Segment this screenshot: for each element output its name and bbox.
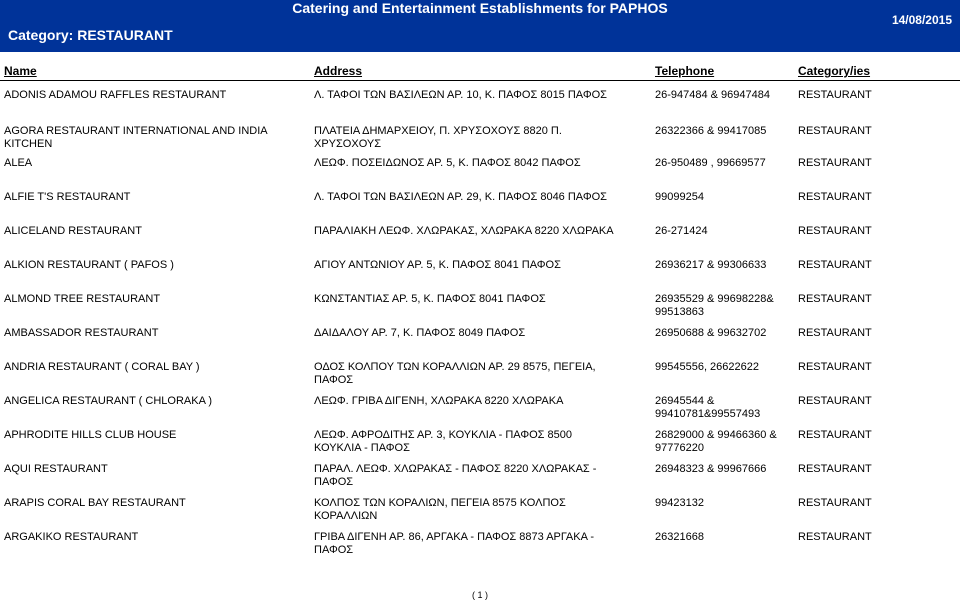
category-cell-line: RESTAURANT — [798, 361, 872, 373]
address-cell-line: ΔΑΙΔΑΛΟΥ ΑΡ. 7, Κ. ΠΑΦΟΣ 8049 ΠΑΦΟΣ — [314, 327, 526, 339]
name-cell — [4, 361, 304, 374]
telephone-cell-line: 26829000 & 99466360 & — [655, 429, 777, 441]
telephone-cell-line: 26-947484 & 96947484 — [655, 89, 770, 101]
address-cell-line: ΚΩΝΣΤΑΝΤΙΑΣ ΑΡ. 5, Κ. ΠΑΦΟΣ 8041 ΠΑΦΟΣ — [314, 293, 546, 305]
category-cell — [798, 259, 953, 272]
address-cell — [314, 463, 642, 489]
telephone-cell — [655, 293, 795, 319]
telephone-cell-line: 26935529 & 99698228& — [655, 293, 774, 305]
report-header-band — [0, 0, 960, 52]
address-cell — [314, 89, 642, 102]
page-number: ( 1 ) — [471, 590, 488, 600]
category-label: Category: RESTAURANT — [8, 27, 173, 43]
address-cell-line: ΠΑΡΑΛΙΑΚΗ ΛΕΩΦ. ΧΛΩΡΑΚΑΣ, ΧΛΩΡΑΚΑ 8220 ΧΛΩΡΑΚΑ — [314, 225, 614, 237]
name-cell-line: ALEA — [4, 157, 33, 169]
telephone-cell — [655, 157, 795, 170]
telephone-cell — [655, 191, 795, 204]
address-cell-line: Λ. ΤΑΦΟΙ ΤΩΝ ΒΑΣΙΛΕΩΝ ΑΡ. 29, Κ. ΠΑΦΟΣ 8046 ΠΑΦΟΣ — [314, 191, 607, 203]
category-cell-line: RESTAURANT — [798, 429, 872, 441]
telephone-cell-line: 26950688 & 99632702 — [655, 327, 767, 339]
name-cell — [4, 89, 304, 102]
address-cell — [314, 429, 642, 455]
address-cell — [314, 157, 642, 170]
telephone-cell-line: 26321668 — [655, 531, 704, 543]
category-cell — [798, 157, 953, 170]
name-cell — [4, 225, 304, 238]
category-cell-line: RESTAURANT — [798, 125, 872, 137]
telephone-cell — [655, 225, 795, 238]
telephone-cell-line: 97776220 — [655, 442, 704, 454]
category-cell — [798, 293, 953, 306]
category-cell-line: RESTAURANT — [798, 293, 872, 305]
name-cell — [4, 463, 304, 476]
address-cell — [314, 361, 642, 387]
address-cell-line: ΚΟΛΠΟΣ ΤΩΝ ΚΟΡΑΛΙΩΝ, ΠΕΓΕΙΑ 8575 ΚΟΛΠΟΣ — [314, 497, 566, 509]
category-cell — [798, 361, 953, 374]
category-cell — [798, 429, 953, 442]
telephone-cell-line: 26-950489 , 99669577 — [655, 157, 766, 169]
category-cell-line: RESTAURANT — [798, 327, 872, 339]
telephone-cell-line: 26945544 & — [655, 395, 715, 407]
telephone-cell — [655, 497, 795, 510]
name-cell-line: AQUI RESTAURANT — [4, 463, 108, 475]
name-cell-line: ANDRIA RESTAURANT ( CORAL BAY ) — [4, 361, 200, 373]
name-cell-line: ANGELICA RESTAURANT ( CHLORAKA ) — [4, 395, 213, 407]
name-cell-line: AMBASSADOR RESTAURANT — [4, 327, 159, 339]
category-cell-line: RESTAURANT — [798, 497, 872, 509]
address-cell — [314, 259, 642, 272]
address-cell — [314, 395, 642, 408]
address-cell-line: ΛΕΩΦ. ΓΡΙΒΑ ΔΙΓΕΝΗ, ΧΛΩΡΑΚΑ 8220 ΧΛΩΡΑΚΑ — [314, 395, 564, 407]
telephone-cell — [655, 429, 795, 455]
address-cell-line: ΚΟΥΚΛΙΑ - ΠΑΦΟΣ — [314, 442, 410, 454]
category-cell — [798, 327, 953, 340]
column-header-telephone: Telephone — [655, 64, 715, 78]
name-cell — [4, 259, 304, 272]
address-cell-line: ΛΕΩΦ. ΠΟΣΕΙΔΩΝΟΣ ΑΡ. 5, Κ. ΠΑΦΟΣ 8042 ΠΑΦΟΣ — [314, 157, 581, 169]
telephone-cell-line: 26936217 & 99306633 — [655, 259, 767, 271]
address-cell-line: ΑΓΙΟΥ ΑΝΤΩΝΙΟΥ ΑΡ. 5, Κ. ΠΑΦΟΣ 8041 ΠΑΦΟΣ — [314, 259, 561, 271]
address-cell — [314, 191, 642, 204]
name-cell — [4, 125, 304, 151]
name-cell — [4, 191, 304, 204]
telephone-cell-line: 99513863 — [655, 306, 704, 318]
telephone-cell — [655, 89, 795, 102]
telephone-cell-line: 99423132 — [655, 497, 704, 509]
category-cell — [798, 463, 953, 476]
telephone-cell — [655, 125, 795, 138]
telephone-cell-line: 99099254 — [655, 191, 704, 203]
telephone-cell — [655, 361, 795, 374]
telephone-cell — [655, 259, 795, 272]
category-cell — [798, 531, 953, 544]
column-header-address: Address — [314, 64, 363, 78]
header-divider — [0, 80, 960, 81]
address-cell-line: ΛΕΩΦ. ΑΦΡΟΔΙΤΗΣ ΑΡ. 3, ΚΟΥΚΛΙΑ - ΠΑΦΟΣ 8500 — [314, 429, 572, 441]
name-cell — [4, 497, 304, 510]
address-cell-line: ΠΛΑΤΕΙΑ ΔΗΜΑΡΧΕΙΟΥ, Π. ΧΡΥΣΟΧΟΥΣ 8820 Π. — [314, 125, 562, 137]
telephone-cell — [655, 531, 795, 544]
column-header-name: Name — [4, 64, 37, 78]
category-cell — [798, 497, 953, 510]
address-cell — [314, 125, 642, 151]
telephone-cell — [655, 463, 795, 476]
category-cell-line: RESTAURANT — [798, 463, 872, 475]
address-cell — [314, 531, 642, 557]
name-cell-line: APHRODITE HILLS CLUB HOUSE — [4, 429, 177, 441]
report-date: 14/08/2015 — [891, 13, 952, 27]
name-cell-line: KITCHEN — [4, 138, 53, 150]
address-cell-line: ΠΑΦΟΣ — [314, 374, 354, 386]
report-title: Catering and Entertainment Establishments for PAPHOS — [292, 0, 668, 16]
name-cell-line: ALFIE T'S RESTAURANT — [4, 191, 131, 203]
name-cell-line: ADONIS ADAMOU RAFFLES RESTAURANT — [4, 89, 227, 101]
name-cell — [4, 157, 304, 170]
category-cell — [798, 395, 953, 408]
category-cell-line: RESTAURANT — [798, 157, 872, 169]
telephone-cell — [655, 395, 795, 421]
name-cell — [4, 327, 304, 340]
name-cell-line: ARGAKIKO RESTAURANT — [4, 531, 139, 543]
category-cell-line: RESTAURANT — [798, 225, 872, 237]
name-cell-line: ALMOND TREE RESTAURANT — [4, 293, 161, 305]
category-cell-line: RESTAURANT — [798, 89, 872, 101]
address-cell — [314, 327, 642, 340]
name-cell — [4, 395, 304, 408]
category-cell — [798, 125, 953, 138]
address-cell-line: ΚΟΡΑΛΛΙΩΝ — [314, 510, 378, 522]
telephone-cell-line: 99545556, 26622622 — [655, 361, 759, 373]
telephone-cell-line: 99410781&99557493 — [655, 408, 761, 420]
address-cell-line: ΠΑΦΟΣ — [314, 544, 354, 556]
category-cell-line: RESTAURANT — [798, 191, 872, 203]
category-cell-line: RESTAURANT — [798, 395, 872, 407]
address-cell — [314, 225, 642, 238]
name-cell — [4, 293, 304, 306]
category-cell-line: RESTAURANT — [798, 531, 872, 543]
telephone-cell-line: 26-271424 — [655, 225, 708, 237]
category-cell — [798, 89, 953, 102]
telephone-cell-line: 26948323 & 99967666 — [655, 463, 767, 475]
name-cell-line: ALKION RESTAURANT ( PAFOS ) — [4, 259, 174, 271]
address-cell-line: ΧΡΥΣΟΧΟΥΣ — [314, 138, 382, 150]
category-cell-line: RESTAURANT — [798, 259, 872, 271]
telephone-cell — [655, 327, 795, 340]
column-header-category: Category/ies — [798, 64, 871, 78]
address-cell-line: ΠΑΡΑΛ. ΛΕΩΦ. ΧΛΩΡΑΚΑΣ - ΠΑΦΟΣ 8220 ΧΛΩΡΑΚΑΣ - — [314, 463, 597, 475]
category-cell — [798, 225, 953, 238]
name-cell-line: AGORA RESTAURANT INTERNATIONAL AND INDIA — [4, 125, 268, 137]
telephone-cell-line: 26322366 & 99417085 — [655, 125, 767, 137]
name-cell — [4, 531, 304, 544]
name-cell-line: ARAPIS CORAL BAY RESTAURANT — [4, 497, 186, 509]
address-cell — [314, 293, 642, 306]
address-cell-line: Λ. ΤΑΦΟΙ ΤΩΝ ΒΑΣΙΛΕΩΝ ΑΡ. 10, Κ. ΠΑΦΟΣ 8015 ΠΑΦΟΣ — [314, 89, 607, 101]
address-cell-line: ΠΑΦΟΣ — [314, 476, 354, 488]
address-cell-line: ΓΡΙΒΑ ΔΙΓΕΝΗ ΑΡ. 86, ΑΡΓΑΚΑ - ΠΑΦΟΣ 8873 ΑΡΓΑΚΑ - — [314, 531, 595, 543]
address-cell-line: ΟΔΟΣ ΚΟΛΠΟΥ ΤΩΝ ΚΟΡΑΛΛΙΩΝ ΑΡ. 29 8575, ΠΕΓΕΙΑ, — [314, 361, 596, 373]
category-cell — [798, 191, 953, 204]
name-cell — [4, 429, 304, 442]
address-cell — [314, 497, 642, 523]
name-cell-line: ALICELAND RESTAURANT — [4, 225, 142, 237]
